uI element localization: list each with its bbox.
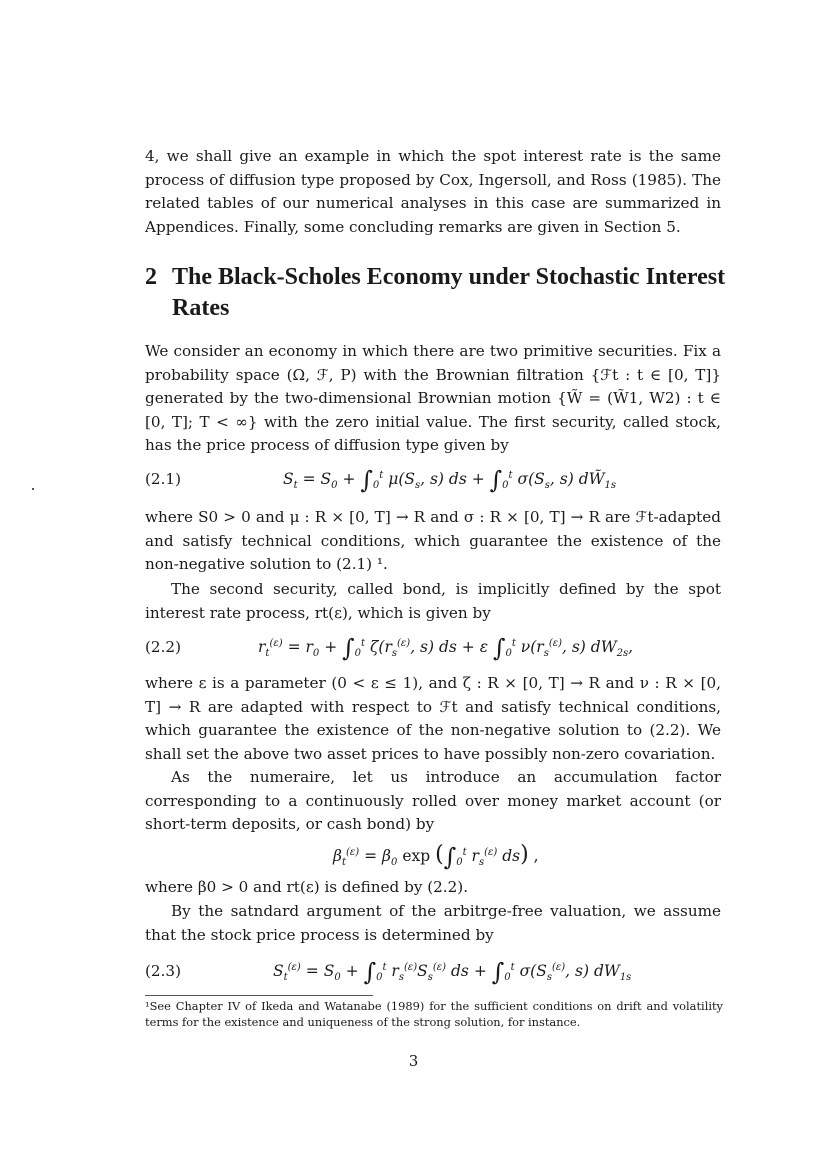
- equation-2-3: $S_t^{(\varepsilon)} = S_0 + \int_0^t$ $r_s^{(\varepsilon)}S_s^{(\varepsilon)}$ ds + $\int_0^t$ $\sigma(S_s^{(\varepsilon)}$, s) $dW_{1s}$: [273, 958, 632, 986]
- paragraph-parameters: where ε is a parameter (0 < ε ≤ 1), and ζ : R × [0, T] → R and ν : R × [0, T] → R are adapted with respect to ℱt and satisfy technical conditions, which guarantee the existence of the non-negative solution to (2.2). We shall set the above two asset prices to have possibly non-zero covariation.: [145, 674, 721, 763]
- equation-label-2-1: (2.1): [145, 470, 182, 488]
- page-number: 3: [408, 1052, 419, 1070]
- paragraph-economy: We consider an economy in which there are two primitive securities. Fix a probability space (Ω, ℱ, P) with the Brownian filtration {ℱt : t ∈ [0, T]} generated by the two-dimensional Brownian motion {W̃ = (W̃1, W2) : t ∈ [0, T]; T < ∞} with the zero initial value. The first security, called stock, has the price process of diffusion type given by: [145, 342, 721, 455]
- footnote-rule: [145, 995, 373, 996]
- scan-speck: [32, 488, 34, 490]
- intro-paragraph: 4, we shall give an example in which the spot interest rate is the same process of diffusion type proposed by Cox, Ingersoll, and Ross (1985). The related tables of our numerical analyses in this case are summarized in Appendices. Finally, some concluding remarks are given in Section 5.: [145, 147, 721, 236]
- paragraph-arbitrage: By the satndard argument of the arbitrge-free valuation, we assume that the stock price process is determined by: [145, 902, 721, 944]
- equation-2-1: $S_t = S_0 + \int_0^t$ $\mu(S_s$, s) ds + $\int_0^t$ $\sigma(S_s$, s) $dW̃_{1s}$: [283, 466, 617, 494]
- equation-label-2-2: (2.2): [145, 638, 182, 656]
- equation-2-2: $r_t^{(\varepsilon)} = r_0 + \int_0^t$ $\zeta(r_s^{(\varepsilon)}$, s) ds + ε $\int_0^t$ $\nu(r_s^{(\varepsilon)}$, s) $dW_{2s}$,: [258, 634, 634, 662]
- equation-label-2-3: (2.3): [145, 962, 182, 980]
- paragraph-beta: where β0 > 0 and rt(ε) is defined by (2.2).: [145, 878, 469, 896]
- paragraph-stock-conditions: where S0 > 0 and μ : R × [0, T] → R and σ : R × [0, T] → R are ℱt-adapted and satisfy technical conditions, which guarantee the existence of the non-negative solution to (2.1) ¹.: [145, 508, 721, 574]
- paragraph-bond: The second security, called bond, is implicitly defined by the spot interest rate process, rt(ε), which is given by: [145, 580, 721, 622]
- section-title: The Black-Scholes Economy under Stochastic Interest Rates: [172, 264, 726, 321]
- paragraph-numeraire: As the numeraire, let us introduce an accumulation factor corresponding to a continuously rolled over money market account (or short-term deposits, or cash bond) by: [145, 768, 721, 834]
- footnote: ¹See Chapter IV of Ikeda and Watanabe (1989) for the sufficient conditions on drift and volatility terms for the existence and uniqueness of the strong solution, for instance.: [145, 999, 723, 1030]
- section-number: 2: [145, 264, 157, 290]
- equation-accumulation-factor: $\beta_t^{(\varepsilon)} = \beta_0$ $\exp (\int_0^t$ $r_s^{(\varepsilon)}$ ds) ,: [333, 842, 539, 871]
